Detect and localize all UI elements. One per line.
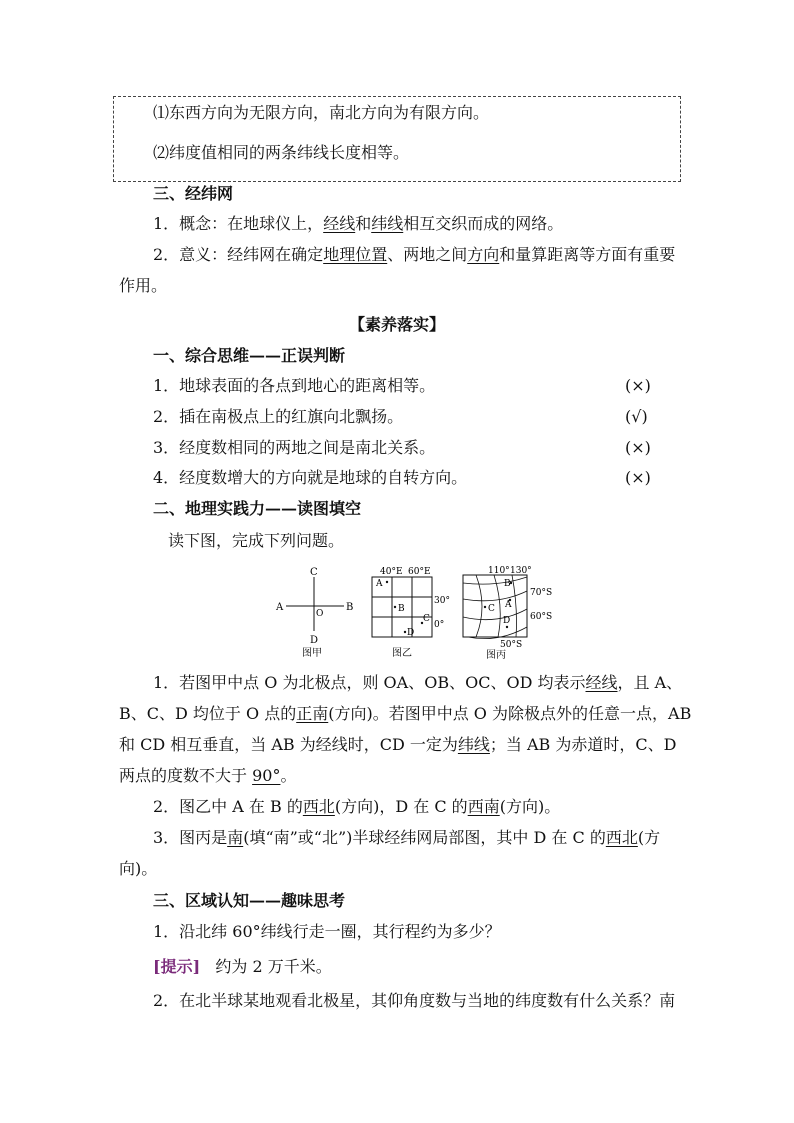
caption-jia: 图甲: [302, 648, 322, 659]
figure-bing: [458, 563, 558, 661]
meridian-curve: [512, 575, 517, 637]
tf-item-3: 3．经度数相同的两地之间是南北关系。: [153, 438, 436, 457]
answer: 正南: [296, 704, 329, 723]
caption-bing: 图丙: [486, 650, 506, 661]
label-b: B: [504, 579, 511, 589]
part3-title: 三、区域认知——趣味思考: [153, 891, 346, 910]
answer: 纬线: [457, 735, 490, 754]
answer: 纬线: [371, 214, 404, 233]
section-title-graticule: 三、经纬网: [153, 184, 234, 203]
text: 1．若图甲中点 O 为北极点，则 OA、OB、OC、OD 均表示: [153, 673, 586, 692]
point-a: [386, 581, 388, 583]
text: 1．概念：在地球仪上，: [153, 214, 324, 233]
answer: 方向: [467, 245, 500, 264]
tf-mark-2: (√): [625, 407, 648, 426]
concept-line: [153, 214, 563, 234]
section-heading: 【素养落实】: [348, 315, 445, 334]
q3-line-1: [153, 828, 660, 848]
point-c: [484, 606, 486, 608]
part3-q2: 2．在北半球某地观看北极星，其仰角度数与当地的纬度数有什么关系？南: [153, 991, 676, 1010]
label-d: D: [503, 616, 511, 626]
point-b: [394, 606, 396, 608]
meaning-line-cont: 作用。: [119, 276, 168, 295]
label-b: B: [398, 604, 405, 614]
answer: 南: [227, 828, 244, 847]
label-d: D: [310, 635, 319, 646]
note-line-1: ⑴东西方向为无限方向，南北方向为有限方向。: [153, 103, 490, 122]
latitude-arc: [463, 591, 527, 601]
text: 3．图丙是: [153, 828, 228, 847]
label-lon2: 60°E: [408, 567, 431, 577]
text: 两点的度数不大于: [119, 766, 253, 785]
label-c: C: [310, 567, 318, 578]
tf-item-2: 2．插在南极点上的红旗向北飘扬。: [153, 407, 404, 426]
text: 。: [280, 766, 297, 785]
text: 2．意义：经纬网在确定: [153, 245, 324, 264]
answer: 地理位置: [323, 245, 388, 264]
figure-jia: [270, 563, 360, 661]
hint-line: [153, 957, 332, 977]
part3-q1: 1．沿北纬 60°纬线行走一圈，其行程约为多少？: [153, 922, 501, 941]
text: 和: [355, 214, 372, 233]
label-a: A: [376, 579, 383, 589]
tf-item-4: 4．经度数增大的方向就是地球的自转方向。: [153, 468, 468, 487]
caption-yi: 图乙: [392, 648, 412, 659]
meridian-curve: [494, 575, 500, 637]
answer: 西北: [302, 797, 335, 816]
text: (方向)。若图甲中点 O 为除极点外的任意一点，AB: [328, 704, 692, 723]
answer: 西南: [467, 797, 500, 816]
figure-yi: [368, 563, 458, 661]
label-o: O: [316, 609, 324, 619]
q1-line-3: [119, 735, 676, 755]
meaning-line: [153, 245, 675, 265]
text: 相互交织而成的网络。: [403, 214, 564, 233]
point-d: [404, 631, 406, 633]
note-line-2: ⑵纬度值相同的两条纬线长度相等。: [153, 143, 410, 162]
label-lat2: 60°S: [530, 612, 553, 622]
label-lon2: 130°: [510, 566, 532, 576]
text: 2．图乙中 A 在 B 的: [153, 797, 303, 816]
label-d: D: [407, 628, 415, 638]
tf-mark-4: (×): [625, 468, 651, 487]
part1-title: 一、综合思维——正误判断: [153, 346, 346, 365]
q1-line-1: [153, 673, 682, 693]
text: (方: [637, 828, 661, 847]
label-lat1: 30°: [434, 596, 450, 606]
label-c: C: [423, 614, 430, 624]
answer: 经线: [323, 214, 356, 233]
label-c: C: [488, 604, 495, 614]
text: 和 CD 相互垂直，当 AB 为经线时，CD 一定为: [119, 735, 458, 754]
q1-line-4: [119, 766, 296, 786]
label-a: A: [505, 600, 512, 610]
text: ；当 AB 为赤道时，C、D: [489, 735, 677, 754]
label-lat1: 70°S: [530, 588, 553, 598]
answer: 西北: [605, 828, 638, 847]
label-lon1: 40°E: [380, 567, 403, 577]
label-lat2: 0°: [434, 620, 445, 630]
text: (方向)，D 在 C 的: [334, 797, 468, 816]
label-a: A: [276, 602, 284, 613]
part2-title: 二、地理实践力——读图填空: [153, 499, 362, 518]
tf-item-1: 1．地球表面的各点到地心的距离相等。: [153, 376, 436, 395]
answer: 经线: [585, 673, 618, 692]
point-d: [506, 626, 508, 628]
q3-line-2: 向)。: [119, 859, 158, 878]
q2-line: [153, 797, 560, 817]
text: B、C、D 均位于 O 点的: [119, 704, 297, 723]
label-lon1: 110°: [488, 566, 510, 576]
hint-text: 约为 2 万千米。: [215, 957, 332, 976]
tf-mark-1: (×): [625, 376, 651, 395]
text: (填“南”或“北”)半球经纬网局部图，其中 D 在 C 的: [243, 828, 606, 847]
q1-line-2: [119, 704, 691, 724]
text: (方向)。: [499, 797, 561, 816]
latitude-arc: [463, 609, 527, 620]
part2-intro: 读下图，完成下列问题。: [168, 531, 345, 550]
label-b: B: [346, 602, 354, 613]
text: 和量算距离等方面有重要: [499, 245, 676, 264]
tf-mark-3: (×): [625, 438, 651, 457]
answer: 90°: [252, 766, 281, 785]
text: ，且 A、: [617, 673, 683, 692]
hint-label: [提示]: [153, 957, 201, 976]
grid-border: [463, 575, 527, 637]
text: 、两地之间: [387, 245, 468, 264]
label-lat3: 50°S: [500, 640, 523, 650]
